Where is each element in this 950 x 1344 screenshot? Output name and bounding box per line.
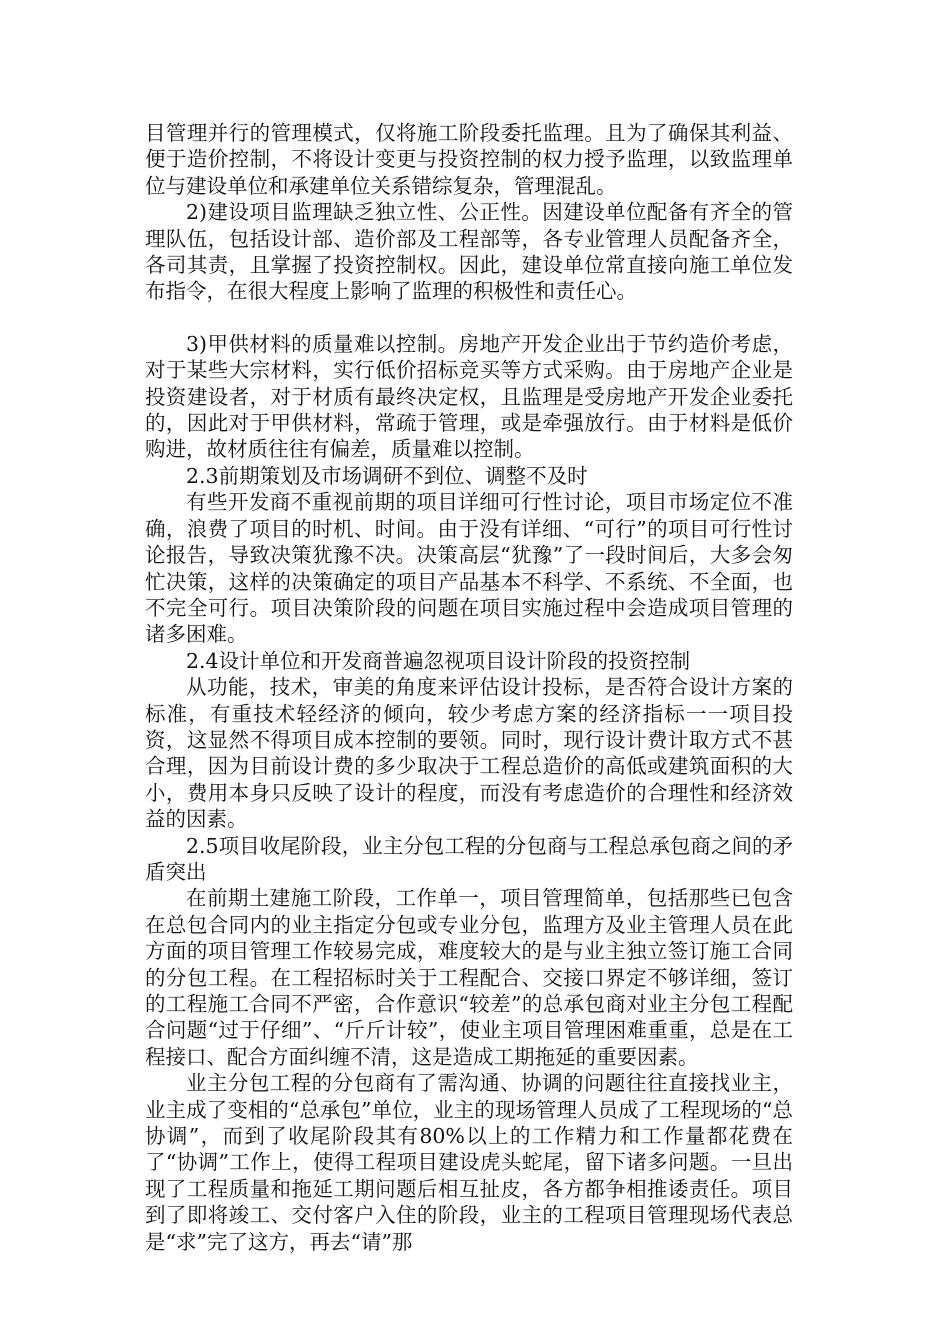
section-heading-2-5: 2.5项目收尾阶段，业主分包工程的分包商与工程总承包商之间的矛盾突出 (145, 833, 793, 884)
paragraph-continuation: 目管理并行的管理模式，仅将施工阶段委托监理。且为了确保其利益、便于造价控制，不将设计变更与投资控制的权力授予监理，以致监理单位与建设单位和承建单位关系错综复杂，管理混乱。 (145, 121, 793, 198)
paragraph-construction-phase: 在前期土建施工阶段，工作单一，项目管理简单，包括那些已包含在总包合同内的业主指定分包或专业分包，监理方及业主管理人员在此方面的项目管理工作较易完成，难度较大的是与业主独立签订施工合同的分包工程。在工程招标时关于工程配合、交接口界定不够详细，签订的工程施工合同不严密，合作意识“较差”的总承包商对业主分包工程配合问题“过于仔细”、“斤斤计较”，使业主项目管理困难重重，总是在工程接口、配合方面纠缠不清，这是造成工期拖延的重要因素。 (145, 886, 793, 1069)
section-heading-2-4: 2.4设计单位和开发商普遍忽视项目设计阶段的投资控制 (186, 648, 691, 673)
paragraph-material-quality: 3)甲供材料的质量难以控制。房地产开发企业出于节约造价考虑，对于某些大宗材料，实行低价招标竞买等方式采购。由于房地产企业是投资建设者，对于材质有最终决定权，且监理是受房地产开发企业委托的，因此对于甲供材料，常疏于管理，或是牵强放行。由于材料是低价购进，故材质往往有偏差，质量难以控制。 (145, 331, 793, 462)
paragraph-design-investment: 从功能，技术，审美的角度来评估设计投标，是否符合设计方案的标准，有重技术轻经济的倾向，较少考虑方案的经济指标一一项目投资，这显然不得项目成本控制的要领。同时，现行设计费计取方式不甚合理，因为目前设计费的多少取决于工程总造价的高低或建筑面积的大小，费用本身只反映了设计的程度，而没有考虑造价的合理性和经济效益的因素。 (145, 675, 793, 832)
document-page (145, 120, 793, 1255)
paragraph-subcontractor-coordination: 业主分包工程的分包商有了需沟通、协调的问题往往直接找业主，业主成了变相的“总承包”单位，业主的现场管理人员成了工程现场的“总协调”，而到了收尾阶段其有80%以上的工作精力和工作量都花费在了“协调”工作上，使得工程项目建设虎头蛇尾，留下诸多问题。一旦出现了工程质量和拖延工期问题后相互扯皮，各方都争相推诿责任。项目到了即将竣工、交付客户入住的阶段，业主的工程项目管理现场代表总是“求”完了这方，再去“请”那 (145, 1071, 793, 1254)
section-heading-2-3: 2.3前期策划及市场调研不到位、调整不及时 (186, 463, 588, 488)
paragraph-market-research: 有些开发商不重视前期的项目详细可行性讨论，项目市场定位不准确，浪费了项目的时机、时间。由于没有详细、“可行”的项目可行性讨论报告，导致决策犹豫不决。决策高层“犹豫”了一段时间后，大多会匆忙决策，这样的决策确定的项目产品基本不科学、不系统、不全面，也不完全可行。项目决策阶段的问题在项目实施过程中会造成项目管理的诸多困难。 (145, 490, 793, 647)
paragraph-supervision-independence: 2)建设项目监理缺乏独立性、公正性。因建设单位配备有齐全的管理队伍，包括设计部、造价部及工程部等，各专业管理人员配备齐全，各司其责，且掌握了投资控制权。因此，建设单位常直接向施工单位发布指令，在很大程度上影响了监理的积极性和责任心。 (145, 200, 793, 304)
